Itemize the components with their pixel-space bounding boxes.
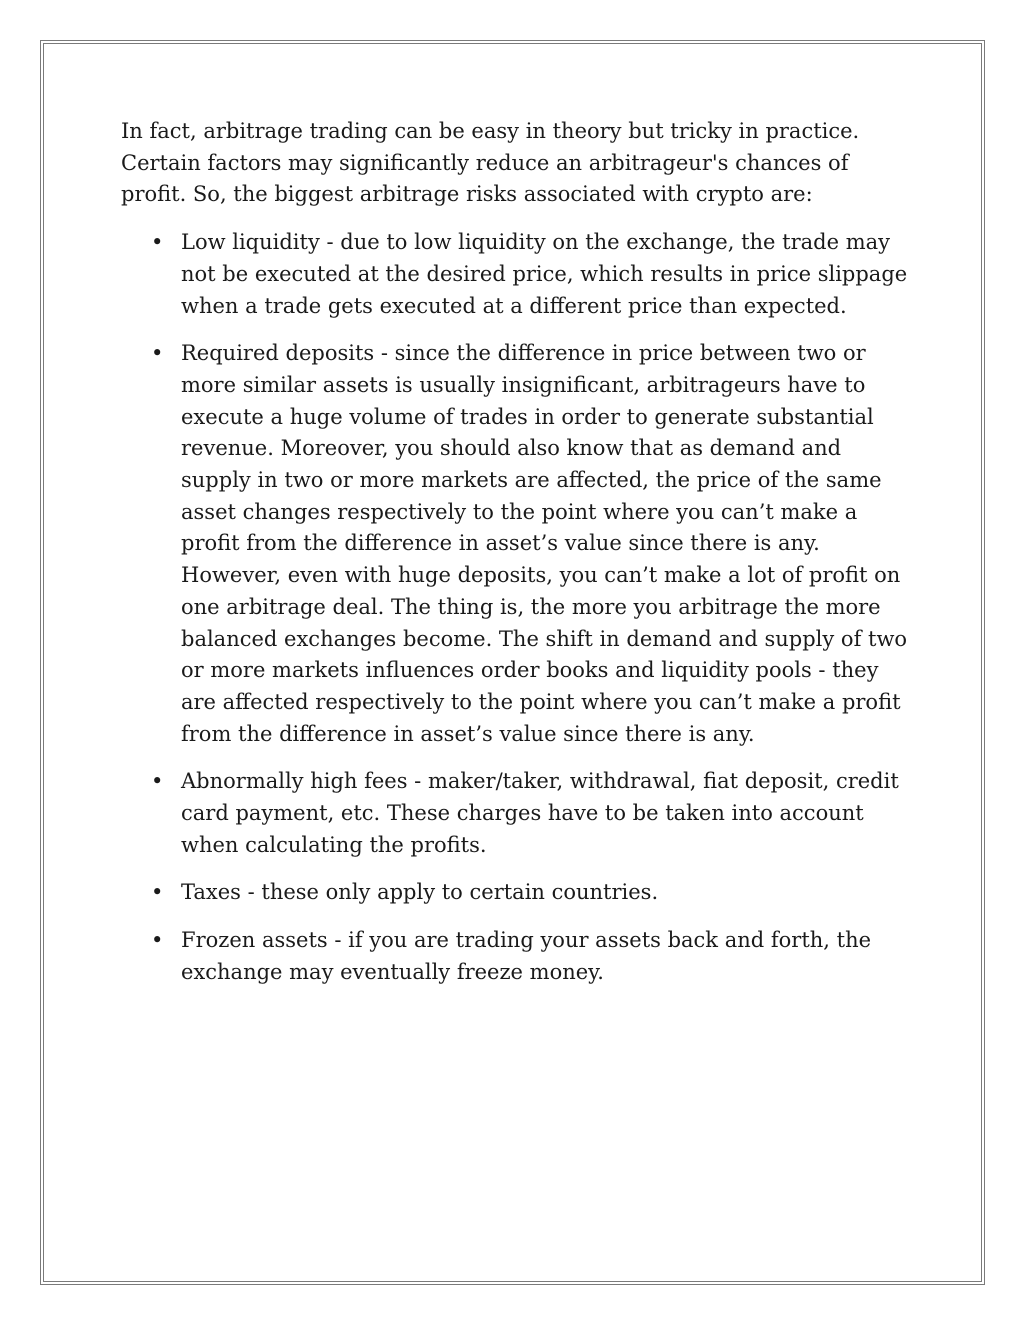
list-item-low-liquidity [121, 227, 911, 322]
list-item-text: Abnormally high fees - maker/taker, withdrawal, fiat deposit, credit card payment, etc. These charges have to be taken into account when calculating the profits. [181, 769, 899, 857]
list-item-frozen-assets [121, 925, 911, 988]
bullet-icon: • [151, 769, 164, 794]
list-item-high-fees [121, 766, 911, 861]
bullet-icon: • [151, 230, 164, 255]
bullet-icon: • [151, 928, 164, 953]
bullet-icon: • [151, 341, 164, 366]
list-item-text: Taxes - these only apply to certain countries. [181, 880, 659, 905]
document-body [121, 116, 911, 1005]
list-item-text: Low liquidity - due to low liquidity on the exchange, the trade may not be executed at the desired price, which results in price slippage when a trade gets executed at a different price than expected. [181, 230, 908, 318]
list-item-taxes [121, 877, 911, 909]
list-item-text: Required deposits - since the difference in price between two or more similar assets is usually insignificant, arbitrageurs have to execute a huge volume of trades in order to generate substantial revenue. Moreover, you should also know that as demand and supply in two or more markets are affected, the price of the same asset changes respectively to the point where you can’t make a profit from the difference in asset’s value since there is any. However, even with huge deposits, you can’t make a lot of profit on one arbitrage deal. The thing is, the more you arbitrage the more balanced exchanges become. The shift in demand and supply of two or more markets influences order books and liquidity pools - they are affected respectively to the point where you can’t make a profit from the difference in asset’s value since there is any. [181, 341, 908, 746]
list-item-required-deposits [121, 338, 911, 750]
bullet-icon: • [151, 880, 164, 905]
intro-paragraph: In fact, arbitrage trading can be easy in theory but tricky in practice. Certain factors may significantly reduce an arbitrageur's chances of profit. So, the biggest arbitrage risks associated with crypto are: [121, 119, 860, 207]
list-item-text: Frozen assets - if you are trading your assets back and forth, the exchange may eventually freeze money. [181, 928, 872, 984]
risk-list [121, 227, 911, 988]
